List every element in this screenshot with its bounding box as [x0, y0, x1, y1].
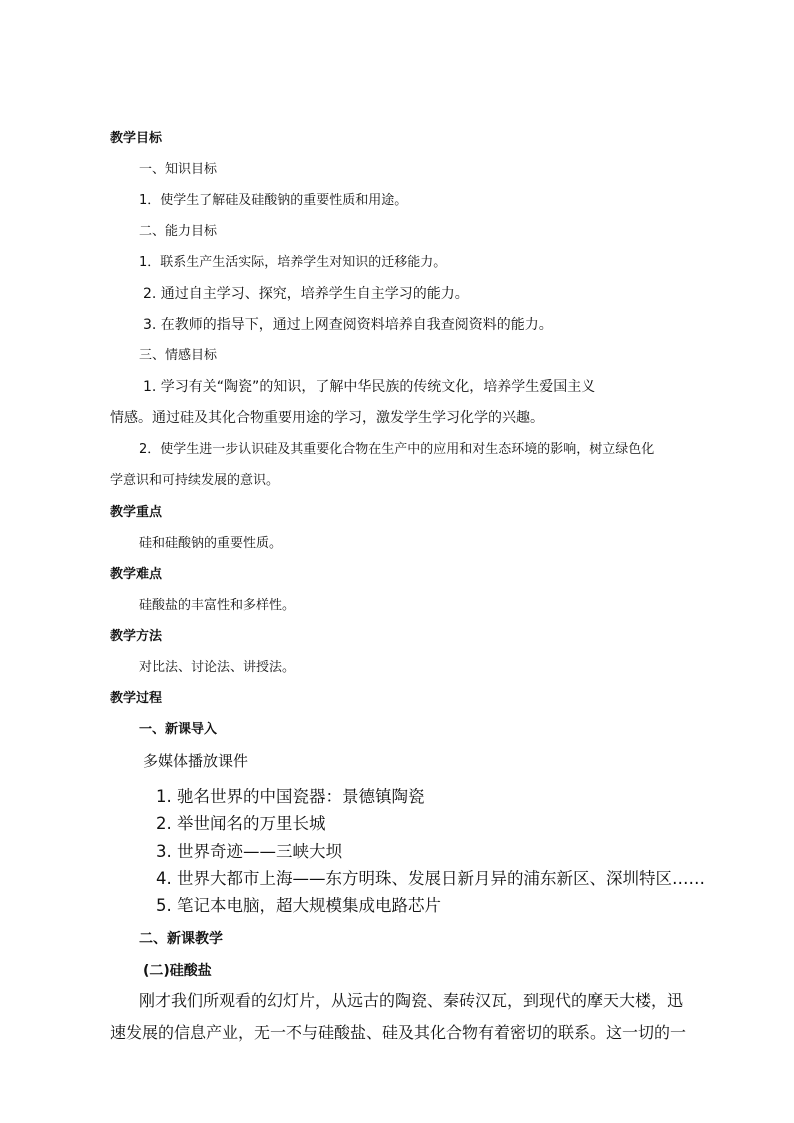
list-item: 4. 世界大都市上海——东方明珠、发展日新月异的浦东新区、深圳特区……: [156, 869, 705, 888]
knowledge-item-1: 1．使学生了解硅及硅酸钠的重要性质和用途。: [139, 193, 408, 208]
difficulty-heading: 教学难点: [110, 567, 163, 582]
ability-item-1: 1．联系生产生活实际，培养学生对知识的迁移能力。: [139, 255, 447, 270]
knowledge-heading: 一、知识目标: [139, 162, 218, 177]
difficulty-text: 硅酸盐的丰富性和多样性。: [139, 598, 296, 613]
ability-item-2: 2. 通过自主学习、探究，培养学生自主学习的能力。: [143, 286, 469, 302]
goals-heading: 教学目标: [110, 131, 163, 146]
emotion-item-2-line-2: 学意识和可持续发展的意识。: [110, 473, 280, 488]
process-heading: 教学过程: [110, 691, 163, 706]
ability-item-3: 3. 在教师的指导下，通过上网查阅资料培养自我查阅资料的能力。: [143, 317, 553, 333]
intro-text: 多媒体播放课件: [143, 752, 249, 770]
list-item: 2. 举世闻名的万里长城: [156, 814, 326, 833]
key-text: 硅和硅酸钠的重要性质。: [139, 536, 283, 551]
emotion-item-1-line-1: 1. 学习有关“陶瓷”的知识，了解中华民族的传统文化，培养学生爱国主义: [143, 379, 596, 395]
key-heading: 教学重点: [110, 505, 163, 520]
paragraph-line-1: 刚才我们所观看的幻灯片，从远古的陶瓷、秦砖汉瓦，到现代的摩天大楼，迅: [139, 991, 684, 1010]
emotion-item-2-line-1: 2．使学生进一步认识硅及其重要化合物在生产中的应用和对生态环境的影响，树立绿色化: [139, 442, 655, 457]
method-heading: 教学方法: [110, 629, 163, 644]
emotion-heading: 三、情感目标: [139, 348, 218, 363]
intro-heading: 一、新课导入: [139, 722, 218, 737]
list-item: 3. 世界奇迹——三峡大坝: [156, 842, 342, 861]
emotion-item-1-line-2: 情感。通过硅及其化合物重要用途的学习，激发学生学习化学的兴趣。: [110, 410, 544, 426]
silicate-heading: (二)硅酸盐: [143, 963, 212, 979]
method-text: 对比法、讨论法、讲授法。: [139, 660, 296, 675]
ability-heading: 二、能力目标: [139, 224, 218, 239]
new-lesson-heading: 二、新课教学: [139, 931, 223, 947]
list-item: 5. 笔记本电脑，超大规模集成电路芯片: [156, 896, 441, 915]
paragraph-line-2: 速发展的信息产业，无一不与硅酸盐、硅及其化合物有着密切的联系。这一切的一: [110, 1023, 687, 1042]
list-item: 1. 驰名世界的中国瓷器：景德镇陶瓷: [156, 787, 425, 806]
